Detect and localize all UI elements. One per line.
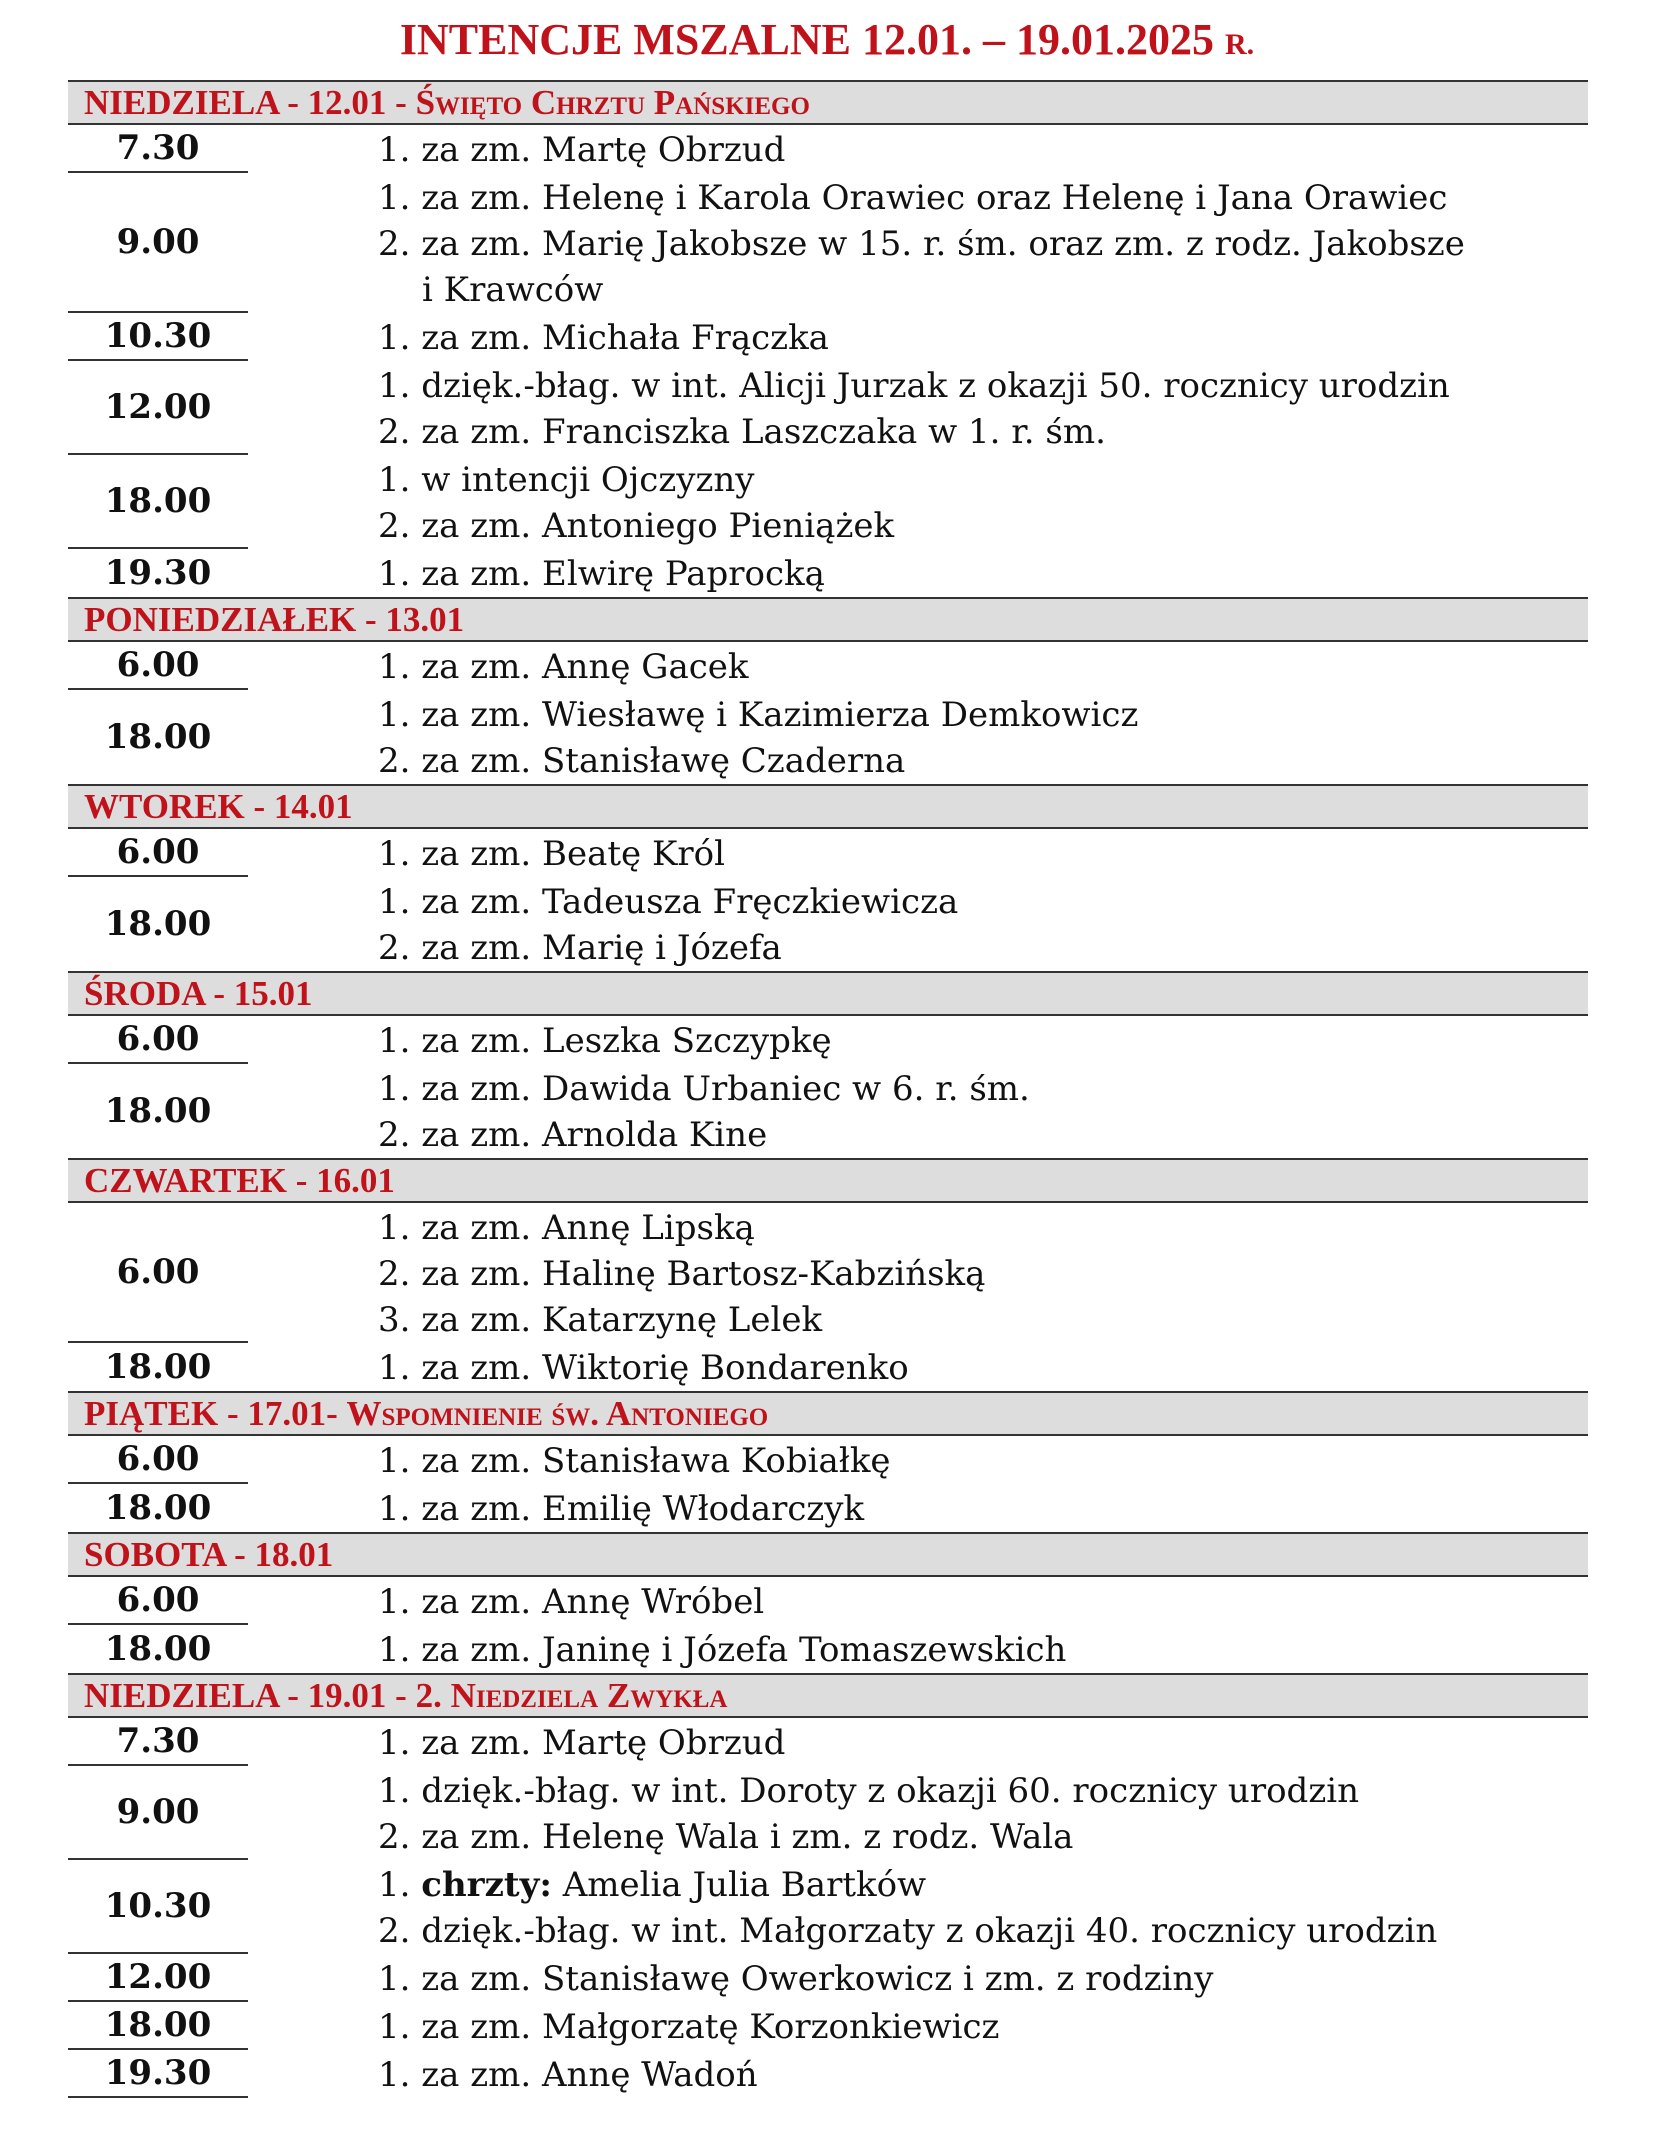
intention-line: i Krawców — [422, 270, 604, 310]
intention-line: 1. za zm. Annę Lipską — [378, 1208, 755, 1248]
title-suffix: R. — [1224, 28, 1255, 61]
day-header — [68, 1532, 1588, 1577]
intention-line: 2. dzięk.-błag. w int. Małgorzaty z okazji 40. rocznicy urodzin — [378, 1911, 1438, 1951]
day-header — [68, 597, 1588, 642]
day-label: CZWARTEK - 16.01 — [84, 1161, 395, 1200]
mass-slot — [68, 1064, 1588, 1158]
intention-line: 1. za zm. Wiktorię Bondarenko — [378, 1348, 909, 1388]
intention-line: 1. za zm. Stanisławę Owerkowicz i zm. z rodziny — [378, 1959, 1214, 1999]
intention-keyword: chrzty: — [421, 1865, 552, 1905]
day-label: ŚRODA - 15.01 — [84, 974, 313, 1013]
day-header — [68, 1158, 1588, 1203]
mass-time: 10.30 — [68, 313, 248, 361]
intentions — [378, 2002, 1588, 2050]
mass-slot — [68, 173, 1588, 313]
mass-time: 6.00 — [68, 1203, 248, 1343]
intentions — [378, 1064, 1588, 1158]
mass-slot — [68, 549, 1588, 597]
mass-time: 18.00 — [104, 1629, 212, 1669]
mass-time: 19.30 — [68, 2050, 248, 2098]
mass-slot — [68, 1343, 1588, 1391]
title-main: INTENCJE MSZALNE 12.01. – 19.01.2025 — [399, 15, 1214, 64]
intention-line: 2. za zm. Marię Jakobsze w 15. r. śm. oraz zm. z rodz. Jakobsze — [378, 224, 1465, 264]
mass-slot — [68, 361, 1588, 455]
day-label: PONIEDZIAŁEK - 13.01 — [84, 600, 465, 639]
mass-slot — [68, 2002, 1588, 2050]
day-header — [68, 80, 1588, 125]
intentions — [378, 1343, 1588, 1391]
intention-line: 1. za zm. Elwirę Paprocką — [378, 554, 825, 594]
intentions — [378, 455, 1588, 549]
intention-line: 1. w intencji Ojczyzny — [378, 460, 755, 500]
mass-time: 10.30 — [68, 1860, 248, 1954]
page-title — [0, 14, 1654, 65]
mass-slot — [68, 1954, 1588, 2002]
mass-slot — [68, 1860, 1588, 1954]
mass-time: 6.00 — [68, 642, 248, 690]
mass-time: 18.00 — [104, 1091, 212, 1131]
intentions — [378, 361, 1588, 455]
intention-line: 3. za zm. Katarzynę Lelek — [378, 1300, 823, 1340]
mass-slot — [68, 1484, 1588, 1532]
intentions — [378, 1484, 1588, 1532]
intention-line: 2. za zm. Helenę Wala i zm. z rodz. Wala — [378, 1817, 1074, 1857]
intentions — [378, 1203, 1588, 1343]
mass-slot — [68, 2050, 1588, 2098]
intentions — [378, 1436, 1588, 1484]
day-header — [68, 971, 1588, 1016]
mass-slot — [68, 1016, 1588, 1064]
mass-time: 12.00 — [68, 361, 248, 455]
intentions — [378, 2050, 1588, 2098]
intention-line: 1. za zm. Leszka Szczypkę — [378, 1021, 832, 1061]
intention-line: 1. za zm. Tadeusza Fręczkiewicza — [378, 882, 959, 922]
intention-line: 1. za zm. Emilię Włodarczyk — [378, 1489, 865, 1529]
intentions — [378, 1577, 1588, 1625]
intentions — [378, 173, 1588, 313]
mass-slot — [68, 1718, 1588, 1766]
mass-time: 18.00 — [104, 1347, 212, 1387]
mass-time: 6.00 — [68, 829, 248, 877]
mass-time: 9.00 — [68, 173, 248, 313]
intention-line: 1. za zm. Janinę i Józefa Tomaszewskich — [378, 1630, 1067, 1670]
mass-time: 7.30 — [68, 125, 248, 173]
intention-line — [378, 1862, 1588, 1908]
mass-time: 6.00 — [68, 1016, 248, 1064]
intention-line: 2. za zm. Franciszka Laszczaka w 1. r. śm. — [378, 412, 1106, 452]
mass-slot — [68, 1577, 1588, 1625]
intention-line: 1. za zm. Małgorzatę Korzonkiewicz — [378, 2007, 1000, 2047]
intention-line: 2. za zm. Arnolda Kine — [378, 1115, 768, 1155]
feast-label: Wspomnienie św. Antoniego — [346, 1394, 769, 1433]
mass-time: 18.00 — [68, 455, 248, 549]
mass-slot — [68, 690, 1588, 784]
mass-slot — [68, 829, 1588, 877]
mass-slot — [68, 125, 1588, 173]
mass-slot — [68, 1203, 1588, 1343]
mass-time: 9.00 — [68, 1766, 248, 1860]
day-label: SOBOTA - 18.01 — [84, 1535, 334, 1574]
intention-line: 1. za zm. Dawida Urbaniec w 6. r. śm. — [378, 1069, 1030, 1109]
intentions-list — [68, 80, 1588, 2098]
intentions — [378, 1954, 1588, 2002]
day-label: NIEDZIELA - 12.01 - — [84, 83, 416, 122]
feast-label: 2. Niedziela Zwykła — [415, 1676, 728, 1715]
mass-time: 18.00 — [104, 904, 212, 944]
mass-slot — [68, 1625, 1588, 1673]
intention-line: 1. za zm. Beatę Król — [378, 834, 725, 874]
intentions — [378, 1860, 1588, 1954]
mass-time: 18.00 — [104, 1488, 212, 1528]
mass-time: 18.00 — [104, 717, 212, 757]
feast-label: Święto Chrztu Pańskiego — [415, 83, 810, 122]
intention-line: 1. za zm. Annę Gacek — [378, 647, 749, 687]
intention-line: 1. za zm. Stanisława Kobiałkę — [378, 1441, 891, 1481]
day-header — [68, 784, 1588, 829]
intention-number: 1. — [378, 1865, 422, 1905]
intention-line: 1. za zm. Helenę i Karola Orawiec oraz Helenę i Jana Orawiec — [378, 178, 1448, 218]
mass-slot — [68, 642, 1588, 690]
intention-line: 1. za zm. Annę Wróbel — [378, 1582, 765, 1622]
mass-time: 6.00 — [68, 1436, 248, 1484]
intentions — [378, 125, 1588, 173]
intention-line: 2. za zm. Halinę Bartosz-Kabzińską — [378, 1254, 986, 1294]
intentions — [378, 877, 1588, 971]
intention-line: 2. za zm. Stanisławę Czaderna — [378, 741, 906, 781]
intentions — [378, 1625, 1588, 1673]
intentions — [378, 642, 1588, 690]
day-label: PIĄTEK - 17.01- — [84, 1394, 347, 1433]
intentions — [378, 829, 1588, 877]
intentions — [378, 690, 1588, 784]
intentions — [378, 1718, 1588, 1766]
intention-line: 1. za zm. Martę Obrzud — [378, 1723, 786, 1763]
day-label: WTOREK - 14.01 — [84, 787, 353, 826]
intention-line: 1. dzięk.-błag. w int. Alicji Jurzak z okazji 50. rocznicy urodzin — [378, 366, 1450, 406]
intention-line: 1. za zm. Michała Frączka — [378, 318, 829, 358]
intentions — [378, 549, 1588, 597]
day-label: NIEDZIELA - 19.01 - — [84, 1676, 416, 1715]
mass-slot — [68, 877, 1588, 971]
mass-time: 18.00 — [68, 2002, 248, 2050]
mass-slot — [68, 313, 1588, 361]
intention-text: Amelia Julia Bartków — [551, 1865, 927, 1905]
intention-line: 1. za zm. Annę Wadoń — [378, 2055, 758, 2095]
mass-time: 19.30 — [104, 553, 212, 593]
day-header — [68, 1391, 1588, 1436]
mass-time: 12.00 — [68, 1954, 248, 2002]
mass-time: 6.00 — [68, 1577, 248, 1625]
intention-line: 1. za zm. Martę Obrzud — [378, 130, 786, 170]
intention-line: 2. za zm. Antoniego Pieniążek — [378, 506, 895, 546]
intentions — [378, 1766, 1588, 1860]
intentions — [378, 1016, 1588, 1064]
intention-line: 1. dzięk.-błag. w int. Doroty z okazji 60. rocznicy urodzin — [378, 1771, 1360, 1811]
intention-line: 2. za zm. Marię i Józefa — [378, 928, 782, 968]
mass-slot — [68, 1436, 1588, 1484]
intentions — [378, 313, 1588, 361]
mass-slot — [68, 455, 1588, 549]
day-header — [68, 1673, 1588, 1718]
mass-time: 7.30 — [68, 1718, 248, 1766]
intention-line: 1. za zm. Wiesławę i Kazimierza Demkowicz — [378, 695, 1139, 735]
mass-slot — [68, 1766, 1588, 1860]
